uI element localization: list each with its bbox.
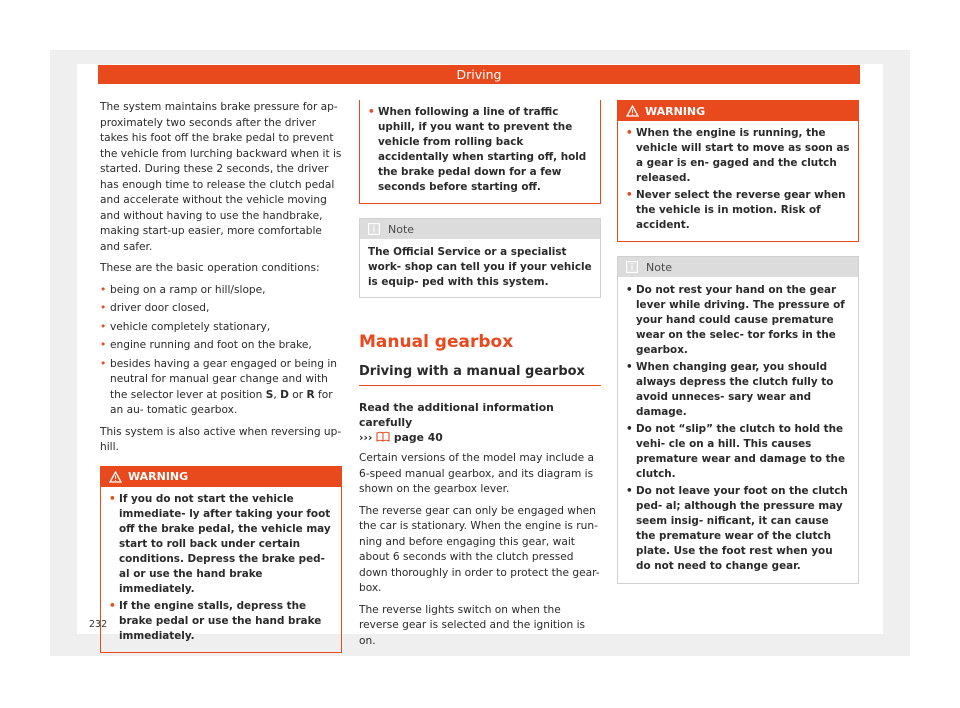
warning-body — [360, 100, 600, 203]
list-item: • Do not leave your foot on the clutch ped- al; although the pressure may seem insig- nificant, it can cause the premature wear of the clutch plate. Use the foot rest when you do not need to change gear. — [626, 484, 850, 574]
warning-header — [101, 467, 341, 487]
warning-box — [617, 100, 859, 242]
list-item: • Do not “slip” the clutch to hold the vehi- cle on a hill. This causes premature wear and damage to the clutch. — [626, 422, 850, 482]
column-2 — [359, 100, 601, 655]
list-item: • vehicle completely stationary, — [100, 320, 342, 336]
warning-box-continued — [359, 100, 601, 204]
separator: or — [288, 388, 307, 401]
list-item: • engine running and foot on the brake, — [100, 338, 342, 354]
note-body — [618, 277, 858, 583]
reversing-paragraph: This system is also active when reversing up- hill. — [100, 425, 342, 453]
book-icon — [376, 431, 390, 442]
note-list — [626, 283, 850, 574]
warning-triangle-icon — [626, 105, 639, 117]
conditions-intro: These are the basic operation conditions: — [100, 262, 320, 274]
separator: , — [273, 388, 281, 401]
section-title: Manual gearbox — [359, 332, 514, 352]
list-item: • driver door closed, — [100, 301, 342, 317]
condition-text: for an au- tomatic gearbox. — [110, 388, 333, 416]
warning-body — [101, 487, 341, 652]
chapter-header — [98, 65, 860, 84]
list-item: • Never select the reverse gear when the vehicle is in motion. Risk of accident. — [626, 188, 850, 233]
list-item: • being on a ramp or hill/slope, — [100, 283, 342, 299]
position-r: R — [306, 388, 315, 401]
condition-text: besides having a gear engaged or being in neutral for manual gear change and with the selector lever at position — [110, 357, 338, 401]
warning-title: WARNING — [128, 470, 189, 483]
warning-triangle-icon — [109, 471, 122, 483]
column-3 — [617, 100, 859, 584]
intro-paragraph: The system maintains brake pressure for ap- proximately two seconds after the driver takes his foot off the brake pedal to prevent the vehicle from lurching backward when it is started. During these 2 seconds, the driver has enough time to release the clutch pedal and accelerate without the vehicle moving and without having to use the handbrake, making start-up easier, more comfortable and safer. — [100, 101, 342, 253]
list-item: • When changing gear, you should always depress the clutch fully to avoid unneces- sary wear and damage. — [626, 360, 850, 420]
cross-reference-arrows: ››› — [359, 431, 373, 444]
note-header — [360, 219, 600, 239]
note-header — [618, 257, 858, 277]
conditions-list — [100, 283, 342, 419]
list-item: • If you do not start the vehicle immediate- ly after taking your foot off the brake pedal, the vehicle may start to roll back under certain conditions. Depress the brake ped- al or use the hand brake immediately. — [109, 492, 333, 597]
warning-list — [368, 105, 592, 195]
column-1 — [100, 100, 342, 653]
page-number: 232 — [89, 619, 108, 630]
list-item: • When following a line of traffic uphill, if you want to prevent the vehicle from rolling back accidentally when starting off, hold the brake pedal down for a few seconds before starting off. — [368, 105, 592, 195]
warning-title: WARNING — [645, 104, 706, 118]
position-s: S — [265, 388, 274, 401]
note-body: The Official Service or a specialist work- shop can tell you if your vehicle is equip- ped with this system. — [368, 246, 592, 288]
info-icon — [626, 261, 638, 273]
warning-header — [618, 101, 858, 121]
gearbox-paragraph: Certain versions of the model may include a 6-speed manual gearbox, and its diagram is shown on the gearbox lever. — [359, 452, 595, 495]
subsection-title: Driving with a manual gearbox — [359, 364, 601, 386]
list-item — [100, 357, 342, 419]
note-box — [617, 256, 859, 584]
list-item: • When the engine is running, the vehicle will start to move as soon as a gear is en- gaged and the clutch released. — [626, 126, 850, 186]
note-title: Note — [388, 222, 415, 236]
read-more-reference — [359, 400, 601, 445]
warning-body — [618, 121, 858, 241]
note-box — [359, 218, 601, 298]
chapter-title: Driving — [456, 67, 502, 82]
reverse-gear-paragraph: The reverse gear can only be engaged when the car is stationary. When the engine is run- ning and before engaging this gear, wait about 6 seconds with the clutch pressed down thoroughly in order to protect the gear- box. — [359, 504, 600, 594]
reverse-lights-paragraph: The reverse lights switch on when the reverse gear is selected and the ignition is on. — [359, 603, 586, 647]
info-icon — [368, 223, 380, 235]
list-item: • Do not rest your hand on the gear lever while driving. The pressure of your hand could cause premature wear on the selec- tor forks in the gearbox. — [626, 283, 850, 358]
read-more-text: Read the additional information carefully — [359, 401, 554, 429]
warning-list — [109, 492, 333, 644]
warning-box — [100, 466, 342, 653]
warning-list — [626, 126, 850, 233]
note-title: Note — [646, 260, 673, 274]
page-link[interactable]: page 40 — [393, 431, 443, 444]
list-item: • If the engine stalls, depress the brake pedal or use the hand brake immediately. — [109, 599, 333, 644]
position-d: D — [280, 388, 289, 401]
